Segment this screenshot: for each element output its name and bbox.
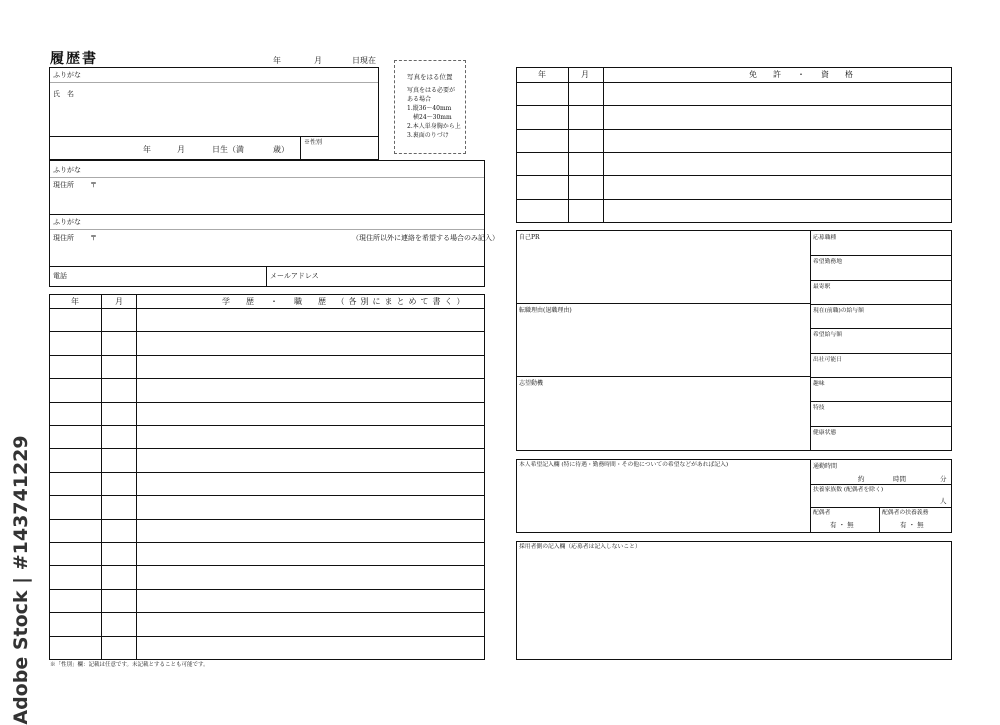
history-title-header: 学 歴 ・ 職 歴 （各別にまとめて書く） <box>222 297 469 306</box>
stock-watermark <box>4 435 38 725</box>
history-row[interactable] <box>50 403 484 424</box>
history-row[interactable] <box>50 590 484 611</box>
photo-placeholder[interactable] <box>394 60 466 154</box>
photo-note-5: 2.本人単身胸から上 <box>407 123 461 130</box>
requests-field[interactable] <box>518 472 808 530</box>
license-row[interactable] <box>517 153 951 174</box>
document-title: 履歴書 <box>50 51 98 67</box>
address-field[interactable] <box>100 180 480 212</box>
current-salary-label: 現在(前職)の給与額 <box>813 308 864 314</box>
history-row[interactable] <box>50 473 484 494</box>
birth-day-label: 日生（満 <box>212 145 244 154</box>
desired-salary-field[interactable] <box>811 329 951 351</box>
history-row[interactable] <box>50 449 484 470</box>
phone-label: 電話 <box>53 272 67 280</box>
history-row[interactable] <box>50 356 484 377</box>
license-year-header: 年 <box>538 70 546 79</box>
motive-label: 志望動機 <box>519 380 544 387</box>
history-row[interactable] <box>50 332 484 353</box>
current-salary-field[interactable] <box>811 305 951 327</box>
nearest-station-label: 最寄駅 <box>813 284 831 290</box>
spouse-yes-no[interactable]: 有 ・ 無 <box>830 521 854 529</box>
commute-approx: 約 <box>858 475 865 483</box>
gender-label: ※性別 <box>304 139 323 146</box>
commute-hours: 時間 <box>893 475 906 483</box>
birth-month-label: 月 <box>177 145 185 154</box>
email-label: メールアドレス <box>270 272 319 280</box>
gender-footnote: ※「性別」欄：記載は任意です。未記載とすることも可能です。 <box>50 662 209 668</box>
self-pr-field[interactable] <box>518 244 808 302</box>
stock-watermark-text: Adobe Stock | #143741229 <box>10 435 32 725</box>
birth-year-label: 年 <box>143 145 151 154</box>
skills-field[interactable] <box>811 402 951 424</box>
history-row[interactable] <box>50 543 484 564</box>
photo-note-4: 横24～30mm <box>407 114 452 121</box>
history-row[interactable] <box>50 520 484 541</box>
health-field[interactable] <box>811 427 951 449</box>
license-row[interactable] <box>517 176 951 197</box>
hobbies-label: 趣味 <box>813 381 825 387</box>
dependents-label: 扶養家族数 (配偶者を除く) <box>813 487 884 493</box>
reason-label: 転職理由(退職理由) <box>519 307 572 314</box>
name-field[interactable] <box>80 86 375 134</box>
history-row[interactable] <box>50 379 484 400</box>
spouse-support-yes-no[interactable]: 有 ・ 無 <box>900 521 924 529</box>
requests-title: 本人希望記入欄 (特に待遇・勤務時間・その他についての希望などがあれば記入) <box>519 462 729 468</box>
employer-field[interactable] <box>518 555 950 657</box>
desired-location-label: 希望勤務地 <box>813 259 842 265</box>
spouse-support-label: 配偶者の扶養義務 <box>882 510 929 516</box>
nearest-station-field[interactable] <box>811 281 951 303</box>
contact-note: （現住所以外に連絡を希望する場合のみ記入） <box>352 234 499 242</box>
postal-mark-2: 〒 <box>90 234 97 242</box>
furigana-address-label: ふりがな <box>53 166 81 174</box>
history-row[interactable] <box>50 566 484 587</box>
desired-location-field[interactable] <box>811 256 951 278</box>
history-year-header: 年 <box>71 297 79 306</box>
photo-title: 写真をはる位置 <box>407 73 453 81</box>
contact-address-label: 現住所 <box>53 234 74 242</box>
photo-note-6: 3.裏面のりづけ <box>407 132 449 139</box>
license-row[interactable] <box>517 106 951 127</box>
as-of-year: 年 <box>273 56 281 65</box>
photo-note-1: 写真をはる必要が <box>407 87 456 94</box>
photo-note-3: 1.縦36～40mm <box>407 105 452 112</box>
photo-note-2: ある場合 <box>407 96 432 103</box>
hobbies-field[interactable] <box>811 378 951 400</box>
license-title-header: 免 許 ・ 資 格 <box>749 70 857 79</box>
reason-field[interactable] <box>518 317 808 375</box>
commute-minutes: 分 <box>940 475 947 483</box>
start-date-field[interactable] <box>811 354 951 376</box>
employer-title: 採用者側の記入欄（応募者は記入しないこと） <box>519 544 641 550</box>
history-month-header: 月 <box>115 297 123 306</box>
license-row[interactable] <box>517 83 951 104</box>
age-label: 歳） <box>273 145 289 154</box>
desired-salary-label: 希望給与額 <box>813 332 842 338</box>
as-of-date: 日現在 <box>352 56 376 65</box>
desired-position-field[interactable] <box>811 232 951 254</box>
furigana-label: ふりがな <box>53 71 81 79</box>
license-month-header: 月 <box>581 70 589 79</box>
postal-mark: 〒 <box>90 181 97 189</box>
self-pr-label: 自己PR <box>519 234 540 241</box>
history-row[interactable] <box>50 496 484 517</box>
history-row[interactable] <box>50 613 484 634</box>
dependents-persons: 人 <box>940 497 947 505</box>
skills-label: 特技 <box>813 405 825 411</box>
desired-position-label: 応募職種 <box>813 235 837 241</box>
furigana-contact-label: ふりがな <box>53 218 81 226</box>
motive-field[interactable] <box>518 390 808 448</box>
license-row[interactable] <box>517 130 951 151</box>
history-row[interactable] <box>50 637 484 658</box>
health-label: 健康状態 <box>813 430 837 436</box>
commute-label: 通勤時間 <box>813 463 838 470</box>
spouse-label: 配偶者 <box>813 510 831 516</box>
history-row[interactable] <box>50 309 484 330</box>
address-label: 現住所 <box>53 181 74 189</box>
history-row[interactable] <box>50 426 484 447</box>
name-label: 氏 名 <box>53 90 74 98</box>
as-of-month: 月 <box>314 56 322 65</box>
license-row[interactable] <box>517 200 951 221</box>
start-date-label: 出社可能日 <box>813 357 842 363</box>
